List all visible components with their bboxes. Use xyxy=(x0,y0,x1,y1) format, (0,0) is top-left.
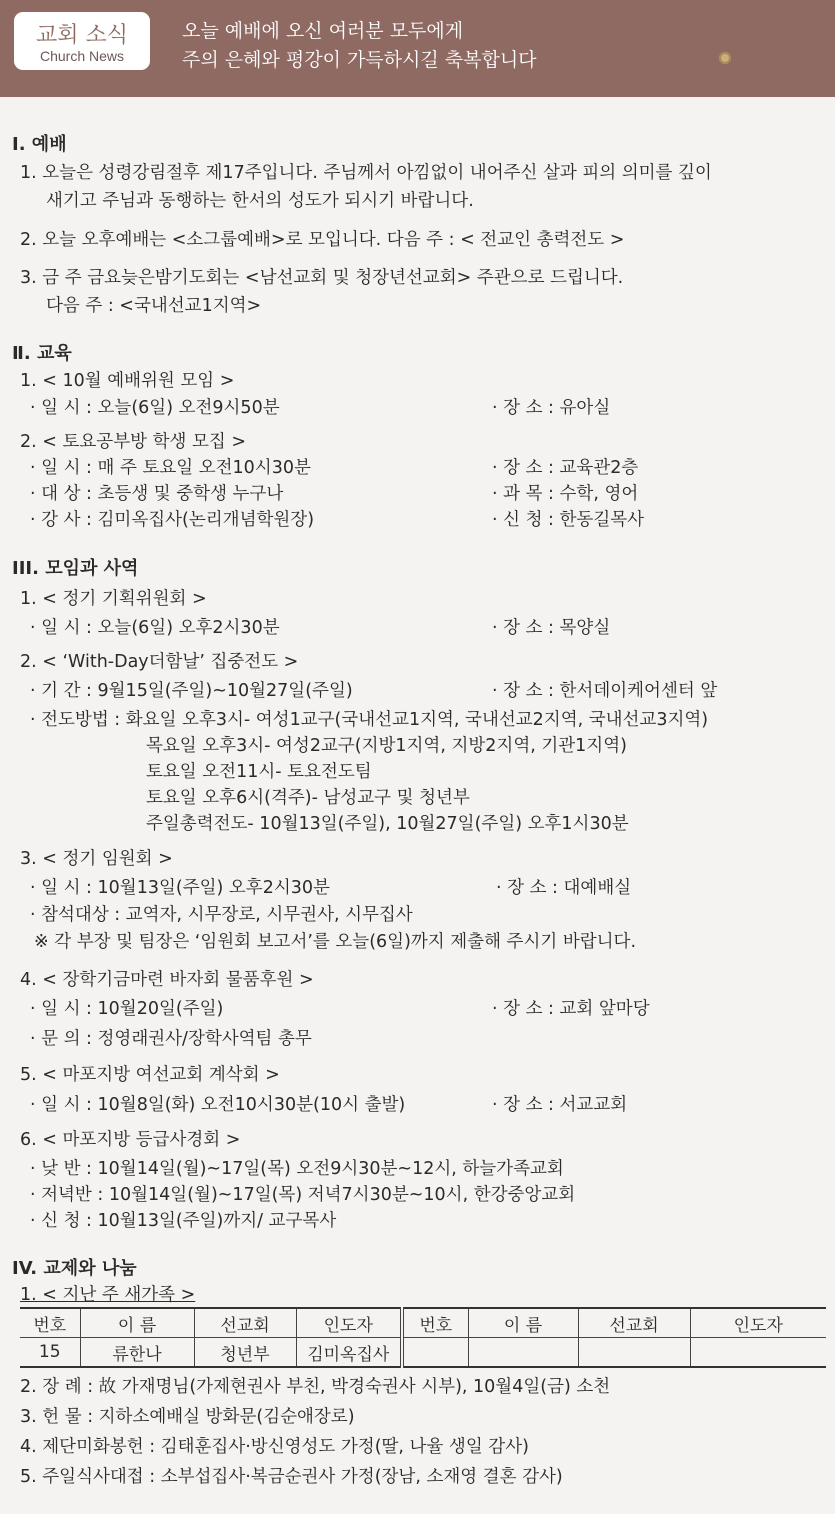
gathering-item-4: 4. < 장학기금마련 바자회 물품후원 > xyxy=(20,970,314,990)
gathering-item-2-method-1: · 전도방법 : 화요일 오후3시- 여성1교구(국내선교1지역, 국내선교2지역, 국내선교3지역) xyxy=(30,710,709,730)
gathering-item-5-place: · 장 소 : 서교교회 xyxy=(492,1095,628,1115)
worship-item-2: 2. 오늘 오후예배는 <소그룹예배>로 모입니다. 다음 주 : < 전교인 총력전도 > xyxy=(20,230,625,250)
table-row xyxy=(20,1338,826,1368)
header-name-2: 이 름 xyxy=(468,1308,578,1338)
gathering-item-2-method-3: 토요일 오전11시- 토요전도팀 xyxy=(146,762,372,782)
gathering-item-5: 5. < 마포지방 여선교회 계삭회 > xyxy=(20,1065,280,1085)
greeting-line-2: 주의 은혜와 평강이 가득하시길 축복합니다 xyxy=(182,49,537,71)
worship-item-1-line-2: 새기고 주님과 동행하는 한서의 성도가 되시기 바랍니다. xyxy=(46,191,474,211)
gathering-item-3-place: · 장 소 : 대예배실 xyxy=(496,878,632,898)
fellowship-item-5: 5. 주일식사대접 : 소부섭집사·복금순권사 가정(장남, 소재영 결혼 감사) xyxy=(20,1467,563,1487)
section-worship-title: Ⅰ. 예배 xyxy=(12,134,67,155)
fellowship-item-3: 3. 헌 물 : 지하소예배실 방화문(김순애장로) xyxy=(20,1407,355,1427)
cell-name: 류한나 xyxy=(80,1338,194,1368)
gathering-item-4-time: · 일 시 : 10월20일(주일) xyxy=(30,999,224,1019)
gathering-item-2-method-2: 목요일 오후3시- 여성2교구(지방1지역, 지방2지역, 기관1지역) xyxy=(146,736,627,756)
cell-number: 15 xyxy=(38,1342,61,1362)
education-item-1-place: · 장 소 : 유아실 xyxy=(492,398,611,418)
table-header-row xyxy=(20,1308,826,1338)
worship-item-3-line-2: 다음 주 : <국내선교1지역> xyxy=(46,296,262,316)
church-news-badge xyxy=(14,12,150,70)
gathering-item-5-time: · 일 시 : 10월8일(화) 오전10시30분(10시 출발) xyxy=(30,1095,406,1115)
gathering-item-3-note: ※ 각 부장 및 팀장은 ‘임원회 보고서’를 오늘(6일)까지 제출해 주시기 바랍니다. xyxy=(34,932,637,952)
section-fellowship-title: IV. 교제와 나눔 xyxy=(12,1258,137,1279)
cell-number-2 xyxy=(402,1338,468,1368)
gathering-item-2-place: · 장 소 : 한서데이케어센터 앞 xyxy=(492,681,718,701)
education-item-2: 2. < 토요공부방 학생 모집 > xyxy=(20,432,246,452)
education-item-1-time: · 일 시 : 오늘(6일) 오전9시50분 xyxy=(30,398,280,418)
education-item-2-place: · 장 소 : 교육관2층 xyxy=(492,458,639,478)
gathering-item-3-time: · 일 시 : 10월13일(주일) 오후2시30분 xyxy=(30,878,330,898)
fellowship-item-4: 4. 제단미화봉헌 : 김태훈집사·방신영성도 가정(딸, 나율 생일 감사) xyxy=(20,1437,529,1457)
worship-item-3-line-1: 3. 금 주 금요늦은밤기도회는 <남선교회 및 청장년선교회> 주관으로 드립니다. xyxy=(20,268,624,288)
education-item-2-time: · 일 시 : 매 주 토요일 오전10시30분 xyxy=(30,458,311,478)
cell-name-2 xyxy=(468,1338,578,1368)
header-banner xyxy=(0,0,835,97)
gathering-item-3: 3. < 정기 임원회 > xyxy=(20,849,173,869)
education-item-1: 1. < 10월 예배위원 모임 > xyxy=(20,371,235,391)
cell-guide-2 xyxy=(690,1338,826,1368)
cell-guide: 김미옥집사 xyxy=(296,1338,402,1368)
fellowship-item-2: 2. 장 례 : 故 가재명님(가제현권사 부친, 박경숙권사 시부), 10월4일(금) 소천 xyxy=(20,1377,611,1397)
gathering-item-1-time: · 일 시 : 오늘(6일) 오후2시30분 xyxy=(30,618,280,638)
decorative-dot-icon xyxy=(719,52,731,64)
gathering-item-3-attendees: · 참석대상 : 교역자, 시무장로, 시무권사, 시무집사 xyxy=(30,905,413,925)
gathering-item-2-method-4: 토요일 오후6시(격주)- 남성교구 및 청년부 xyxy=(146,788,470,808)
header-mission: 선교회 xyxy=(194,1308,296,1338)
gathering-item-4-contact: · 문 의 : 정영래권사/장학사역팀 총무 xyxy=(30,1029,312,1049)
gathering-item-2: 2. < ‘With-Day더함날’ 집중전도 > xyxy=(20,652,299,672)
greeting-line-1: 오늘 예배에 오신 여러분 모두에게 xyxy=(182,20,464,42)
fellowship-item-1: 1. < 지난 주 새가족 > xyxy=(20,1285,196,1305)
worship-item-1-line-1: 1. 오늘은 성령강림절후 제17주입니다. 주님께서 아낌없이 내어주신 살과 피의 의미를 깊이 xyxy=(20,163,712,183)
gathering-item-6-evening-class: · 저녁반 : 10월14일(월)~17일(목) 저녁7시30분~10시, 한강중앙교회 xyxy=(30,1185,576,1205)
header-mission-2: 선교회 xyxy=(578,1308,690,1338)
education-item-2-apply: · 신 청 : 한동길목사 xyxy=(492,510,645,530)
gathering-item-1: 1. < 정기 기획위원회 > xyxy=(20,589,207,609)
cell-mission: 청년부 xyxy=(194,1338,296,1368)
header-name: 이 름 xyxy=(80,1308,194,1338)
gathering-item-6-day-class: · 낮 반 : 10월14일(월)~17일(목) 오전9시30분~12시, 하늘가족교회 xyxy=(30,1159,564,1179)
header-number: 번호 xyxy=(33,1315,67,1336)
header-number-2: 번호 xyxy=(402,1308,468,1338)
gathering-item-4-place: · 장 소 : 교회 앞마당 xyxy=(492,999,650,1019)
header-guide-2: 인도자 xyxy=(690,1308,826,1338)
section-education-title: Ⅱ. 교육 xyxy=(12,343,72,364)
badge-title-korean: 교회 소식 xyxy=(35,23,128,48)
new-family-table xyxy=(20,1307,826,1368)
education-item-2-subject: · 과 목 : 수학, 영어 xyxy=(492,484,639,504)
education-item-2-teacher: · 강 사 : 김미옥집사(논리개념학원장) xyxy=(30,510,315,530)
education-item-2-target: · 대 상 : 초등생 및 중학생 누구나 xyxy=(30,484,284,504)
header-guide: 인도자 xyxy=(296,1308,402,1338)
cell-mission-2 xyxy=(578,1338,690,1368)
gathering-item-6-apply: · 신 청 : 10월13일(주일)까지/ 교구목사 xyxy=(30,1211,337,1231)
gathering-item-6: 6. < 마포지방 등급사경회 > xyxy=(20,1130,241,1150)
section-gathering-title: III. 모임과 사역 xyxy=(12,558,139,579)
gathering-item-1-place: · 장 소 : 목양실 xyxy=(492,618,611,638)
badge-title-english: Church News xyxy=(39,48,125,64)
gathering-item-2-period: · 기 간 : 9월15일(주일)~10월27일(주일) xyxy=(30,681,353,701)
gathering-item-2-method-5: 주일총력전도- 10월13일(주일), 10월27일(주일) 오후1시30분 xyxy=(146,814,629,834)
